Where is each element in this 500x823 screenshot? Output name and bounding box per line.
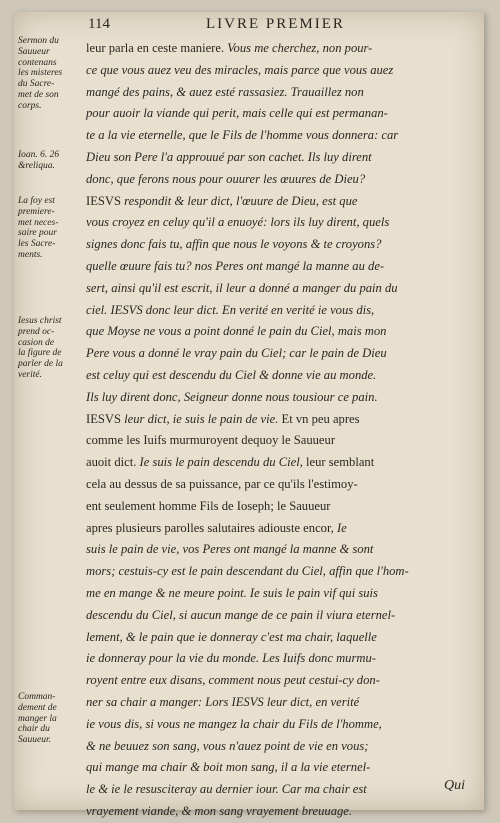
text-line	[86, 496, 476, 518]
margin-note-line: casion de	[18, 337, 55, 348]
text-segment: cela au dessus de sa puissance, par ce qu'ils l'estimoy-	[86, 476, 358, 491]
text-segment: quelle œuure fais tu? nos Peres ont mangé la manne au de-	[86, 258, 385, 273]
margin-note-line: les Sacre-	[18, 239, 56, 250]
text-segment: ciel. IESVS	[86, 302, 146, 317]
text-segment: pour auoir la viande qui perit, mais celle qui est permanan-	[86, 106, 388, 121]
text-segment: Vous me cherchez, non pour-	[227, 41, 373, 55]
text-segment: vous croyez en celuy qu'il a enuoyé: lors ils luy dirent, quels	[86, 215, 390, 230]
text-segment: me en mange & ne meure point. Ie suis le pain vif qui suis	[86, 585, 378, 600]
margin-note-line: ments.	[18, 249, 43, 260]
text-segment: leur semblant	[306, 455, 375, 470]
text-segment: signes donc fais tu, affin que nous le voyons & te croyons?	[86, 237, 382, 252]
margin-note-line: Sauueur.	[18, 735, 51, 746]
text-line	[86, 365, 476, 387]
margin-note-line: Sermon du	[18, 36, 59, 46]
margin-note-line: Sauueur	[18, 46, 50, 57]
margin-note	[18, 316, 82, 381]
margin-note-line: manger la	[18, 713, 57, 724]
text-segment: ie donneray pour la vie du monde. Les Iuifs donc murmu-	[86, 651, 376, 666]
text-line	[86, 801, 476, 823]
text-segment: Dieu son Pere l'a approuué par son cachet. Ils luy dirent	[86, 149, 372, 164]
text-line	[86, 387, 476, 409]
text-segment: lement, & le pain que ie donneray c'est ma chair, laquelle	[86, 629, 377, 644]
margin-note-line: met neces-	[18, 217, 59, 228]
margin-note-line: les misteres	[18, 68, 63, 79]
text-line	[86, 125, 476, 147]
text-line	[86, 583, 476, 605]
text-segment: IESVS	[86, 193, 125, 208]
text-line	[86, 278, 476, 300]
text-line	[86, 430, 476, 452]
text-segment: apres plusieurs parolles salutaires adiouste encor,	[86, 520, 337, 535]
text-segment: & ne beuuez son sang, vous n'auez point de vie en vous;	[86, 738, 369, 753]
text-line	[86, 212, 476, 234]
text-line	[86, 234, 476, 256]
text-line	[86, 169, 476, 191]
margin-note-line: met de son	[18, 89, 59, 100]
margin-note-line: saire pour	[18, 228, 57, 239]
text-segment: auoit dict.	[86, 455, 140, 470]
text-line	[86, 474, 476, 496]
margin-note-line: chair du	[18, 724, 50, 735]
text-segment: sert, ainsi qu'il est escrit, il leur a donné a manger du pain du	[86, 280, 398, 295]
margin-note-line: &reliqua.	[18, 160, 55, 171]
text-line	[86, 191, 476, 213]
text-segment: Pere vous a donné le vray pain du Ciel; car le pain de Dieu	[86, 346, 387, 361]
margin-note-line: parler de la	[18, 359, 63, 370]
text-segment: qui mange ma chair & boit mon sang, il a la vie eternel-	[86, 760, 371, 775]
text-segment: que Moyse ne vous a point donné le pain du Ciel, mais mon	[86, 324, 387, 339]
text-segment: leur dict, en verité	[266, 694, 360, 709]
text-segment: royent entre eux disans, comment nous peut cestui-cy don-	[86, 673, 380, 688]
text-segment: suis le pain de vie, vos Peres ont mangé la manne & sont	[86, 542, 374, 557]
text-segment: ce que vous auez veu des miracles, mais parce que vous auez	[86, 62, 394, 77]
text-line	[86, 779, 476, 801]
running-head: LIVRE PREMIER	[206, 16, 345, 32]
text-segment: vrayement viande, & mon sang vrayement breuuage.	[86, 803, 353, 818]
margin-note	[18, 150, 82, 172]
text-line	[86, 714, 476, 736]
text-segment: donc, que ferons nous pour ouurer les œuures de Dieu?	[86, 171, 366, 186]
text-segment: te a la vie eternelle, que le Fils de l'homme vous donnera: car	[86, 128, 399, 143]
text-segment: ner sa chair a manger: Lors IESVS	[86, 694, 267, 709]
text-line	[86, 518, 476, 540]
margin-note-line: contenans	[18, 57, 57, 68]
margin-note-line: verité.	[18, 369, 43, 380]
text-line	[86, 321, 476, 343]
margin-note-line: La foy est	[18, 196, 55, 206]
text-line	[86, 147, 476, 169]
text-segment: leur dict, ie suis le pain de vie.	[124, 411, 282, 426]
text-line	[86, 757, 476, 779]
margin-note	[18, 196, 82, 261]
text-line	[86, 736, 476, 758]
text-segment: donc leur dict. En verité en verité ie vous dis,	[145, 302, 375, 317]
text-segment: Ie	[336, 520, 347, 535]
main-text	[86, 38, 476, 823]
text-segment: ie vous dis, si vous ne mangez la chair du Fils de l'homme,	[86, 716, 382, 731]
text-segment: comme les Iuifs murmuroyent dequoy le Sauueur	[86, 433, 336, 448]
margin-note-line: premiere-	[18, 206, 55, 217]
margin-note-line: du Sacre-	[18, 79, 55, 90]
text-line	[86, 627, 476, 649]
text-line	[86, 539, 476, 561]
text-line	[86, 103, 476, 125]
text-line	[86, 300, 476, 322]
text-segment: est celuy qui est descendu du Ciel & donne vie au monde.	[86, 367, 377, 382]
page-number: 114	[88, 16, 110, 32]
text-segment: Et vn peu apres	[281, 411, 360, 426]
text-line	[86, 648, 476, 670]
text-segment: Ie suis le pain descendu du Ciel,	[139, 455, 307, 470]
text-segment: respondit & leur dict, l'œuure de Dieu, est que	[124, 193, 358, 208]
margin-note-line: corps.	[18, 100, 42, 111]
margin-note-line: Ioan. 6. 26	[18, 150, 60, 160]
text-segment: leur parla en ceste maniere.	[86, 41, 228, 55]
text-line	[86, 256, 476, 278]
text-line	[86, 561, 476, 583]
book-page	[14, 12, 484, 818]
text-line	[86, 60, 476, 82]
margin-note-line: dement de	[18, 702, 57, 713]
catchword: Qui	[444, 778, 465, 793]
text-segment: descendu du Ciel, si aucun mange de ce pain il viura eternel-	[86, 607, 396, 622]
text-segment: ent seulement homme Fils de Ioseph; le Sauueur	[86, 498, 331, 513]
text-segment: IESVS	[86, 411, 125, 426]
page-header	[24, 16, 474, 36]
text-line	[86, 605, 476, 627]
margin-note-line: Comman-	[18, 692, 56, 702]
text-segment: mors; cestuis-cy est le pain descendant du Ciel, affin que l'hom-	[86, 564, 409, 579]
text-line	[86, 692, 476, 714]
margin-note-line: prend oc-	[18, 326, 55, 337]
margin-note-line: Iesus christ	[18, 316, 62, 326]
text-line	[86, 670, 476, 692]
text-line	[86, 82, 476, 104]
margin-note	[18, 36, 82, 112]
text-line	[86, 343, 476, 365]
text-line	[86, 409, 476, 431]
text-line	[86, 452, 476, 474]
margin-note-line: la figure de	[18, 348, 62, 359]
text-segment: mangé des pains, & auez esté rassasiez. Trauaillez non	[86, 84, 364, 99]
text-segment: Ils luy dirent donc, Seigneur donne nous tousiour ce pain.	[86, 389, 378, 404]
text-line	[86, 38, 476, 60]
text-segment: le & ie le resusciteray au dernier iour. Car ma chair est	[86, 782, 367, 797]
margin-note	[18, 692, 82, 746]
